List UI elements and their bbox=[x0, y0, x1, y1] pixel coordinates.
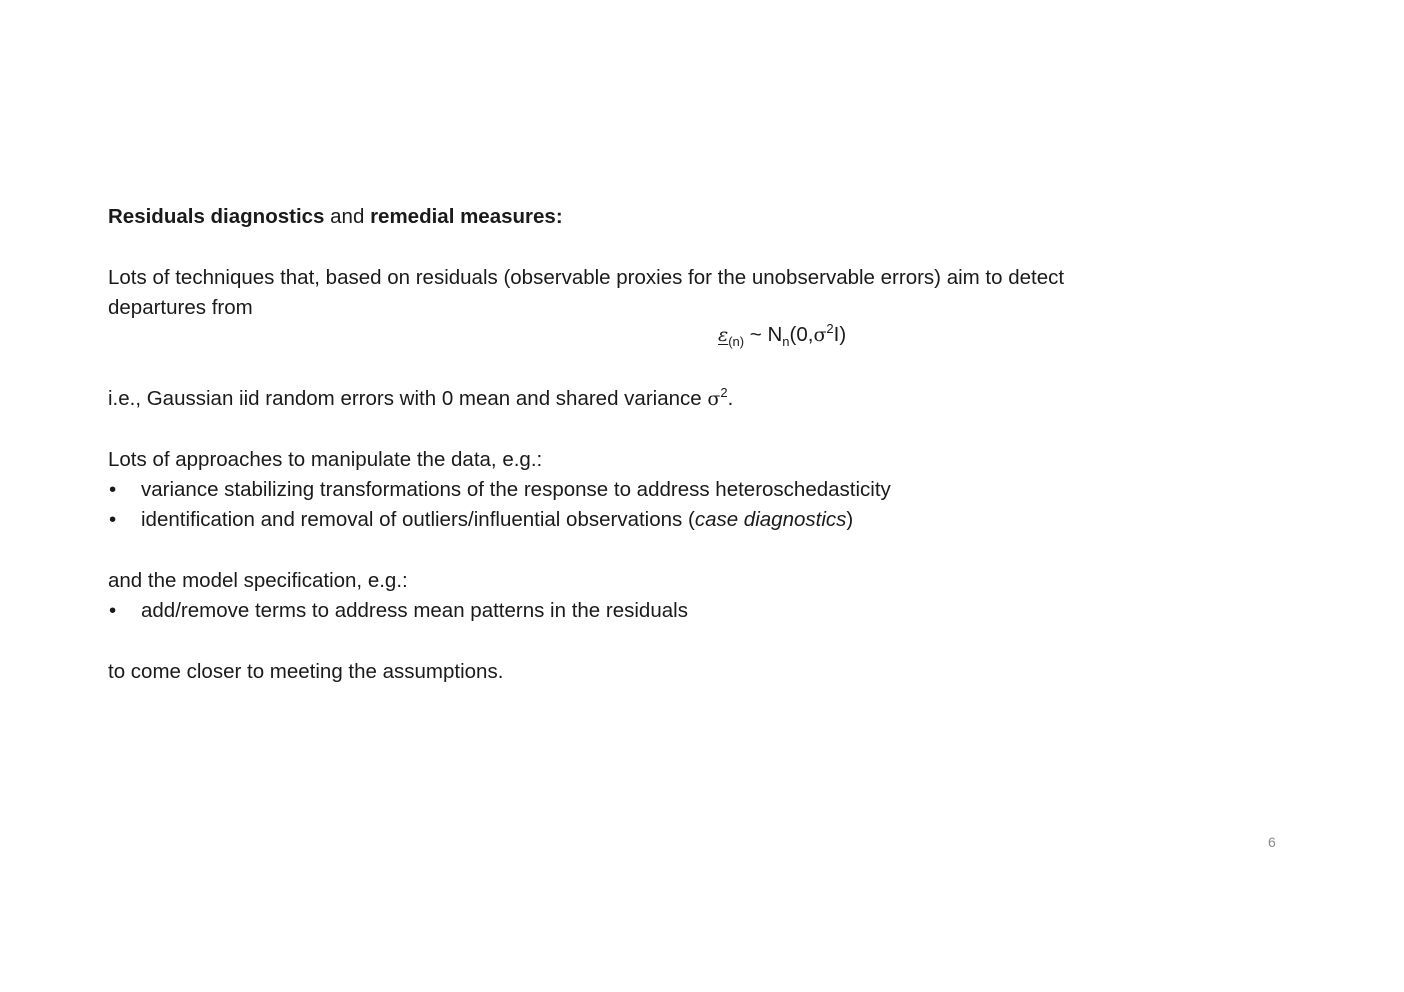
list-item-text: add/remove terms to address mean patterns in the residuals bbox=[141, 599, 688, 622]
formula-tilde-n: ~ N bbox=[744, 323, 783, 346]
heading-and: and bbox=[324, 205, 371, 228]
list-item bbox=[108, 505, 1238, 535]
ie-sigma-symbol: σ bbox=[707, 388, 721, 410]
ie-period: . bbox=[727, 387, 734, 410]
heading-remedial-measures: remedial measures: bbox=[370, 205, 563, 228]
n-subscript: n bbox=[782, 334, 790, 350]
approaches-intro: Lots of approaches to manipulate the data, e.g.: bbox=[108, 448, 543, 471]
formula-row bbox=[108, 323, 1238, 353]
heading-residuals-diagnostics: Residuals diagnostics bbox=[108, 205, 325, 228]
model-intro: and the model specification, e.g.: bbox=[108, 569, 408, 592]
intro-line-2: departures from bbox=[108, 296, 253, 319]
closing-line: to come closer to meeting the assumptions. bbox=[108, 660, 504, 683]
item2-pre: identification and removal of outliers/influential observations ( bbox=[141, 508, 695, 531]
item2-post: ) bbox=[846, 508, 854, 531]
case-diagnostics-term: case diagnostics bbox=[694, 508, 847, 531]
list-item-text bbox=[141, 505, 853, 535]
list-item bbox=[108, 475, 1238, 505]
sigma-superscript: 2 bbox=[826, 321, 834, 337]
error-distribution-formula bbox=[718, 320, 846, 350]
spacer bbox=[108, 535, 1238, 566]
epsilon-vector-symbol: ε bbox=[718, 324, 729, 346]
bullet-icon: • bbox=[109, 478, 117, 501]
list-item-text: variance stabilizing transformations of the response to address heteroschedasticity bbox=[141, 478, 891, 501]
spacer bbox=[108, 626, 1238, 657]
spacer bbox=[108, 353, 1238, 384]
spacer bbox=[108, 414, 1238, 445]
page-number: 6 bbox=[1268, 834, 1276, 850]
sigma-symbol: σ bbox=[813, 324, 827, 346]
ie-text: i.e., Gaussian iid random errors with 0 mean and shared variance bbox=[108, 387, 708, 410]
section-heading bbox=[108, 202, 1238, 232]
ie-sigma-superscript: 2 bbox=[720, 385, 728, 401]
bullet-icon: • bbox=[109, 599, 117, 622]
ie-line bbox=[108, 384, 1238, 414]
intro-line-1: Lots of techniques that, based on residuals (observable proxies for the unobservable errors) aim to detect bbox=[108, 266, 1065, 289]
spacer bbox=[108, 232, 1238, 263]
formula-close: I) bbox=[833, 323, 847, 346]
formula-open: (0, bbox=[789, 323, 814, 346]
epsilon-subscript: (n) bbox=[728, 334, 745, 350]
slide-body bbox=[108, 202, 1238, 687]
list-item bbox=[108, 596, 1238, 626]
bullet-icon: • bbox=[109, 508, 117, 531]
